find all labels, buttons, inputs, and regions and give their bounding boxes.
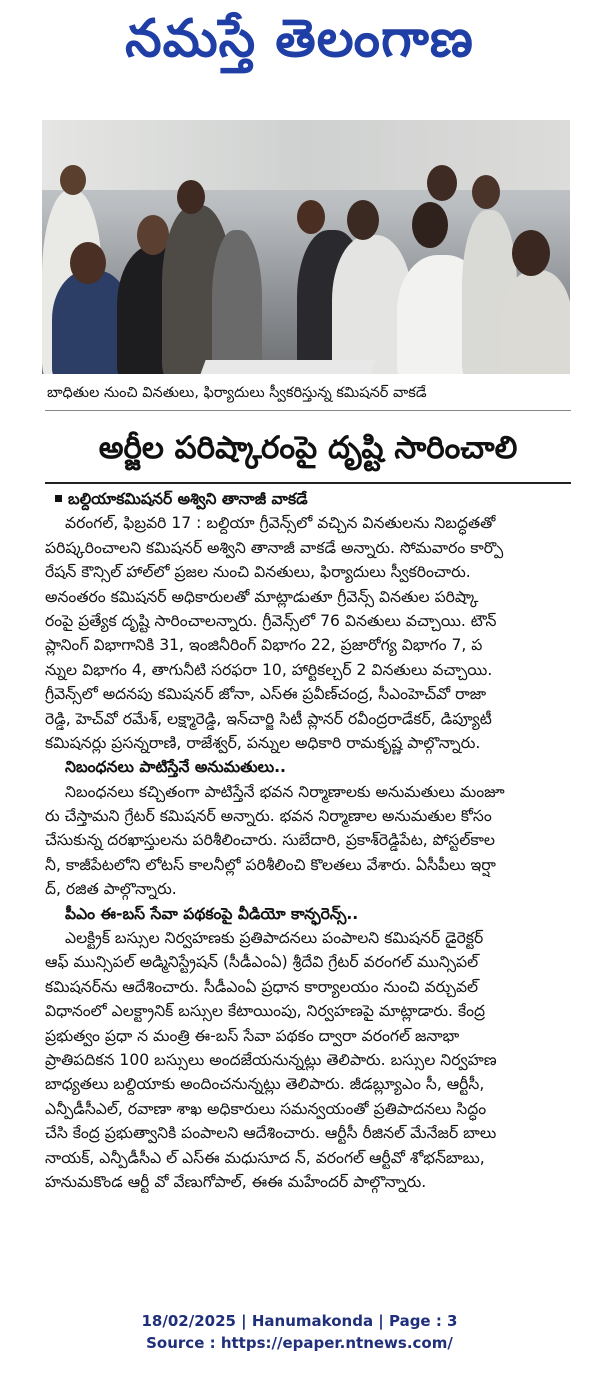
paragraph-line: నాయక్, ఎన్పీడీసీఎ ల్ ఎస్ఈ మధుసూద న్, వరంగల్ ఆర్టీవో శోభన్‌బాబు, [45, 1148, 485, 1167]
paragraph-line: ఎలక్ట్రిక్ బస్సుల నిర్వహణకు ప్రతిపాదనలు పంపాలని కమిషనర్ డైరెక్టర్ [65, 929, 484, 948]
subhead-text: బల్దియాకమిషనర్ అశ్విని తానాజీ వాకడే [68, 490, 308, 508]
news-photo [42, 120, 570, 374]
paragraph-line: వరంగల్, ఫిబ్రవరి 17 : బల్దియా గ్రీవెన్స్‌లో వచ్చిన వినతులను నిబద్ధతతో [65, 514, 496, 533]
paragraph-line: రు చేస్తామని గ్రేటర్ కమిషనర్ అన్నారు. భవన నిర్మాణాల అనుమతుల కోసం [45, 807, 492, 826]
paragraph-line: రెడ్డి, హెచ్‌వో రమేశ్, లక్ష్మారెడ్డి, ఇన్‌చార్జి సిటీ ప్లానర్ రవీంద్రరాడేకర్, డిప్యూటీ [45, 709, 492, 728]
footer-date-edition: 18/02/2025 | Hanumakonda | Page : 3 [141, 1312, 458, 1330]
paragraph-line: ప్రాతిపదికన 100 బస్సులు అందజేయనున్నట్లు తెలిపారు. బస్సుల నిర్వహణ [45, 1050, 497, 1069]
paragraph-line: నిబంధనలు కచ్చితంగా పాటిస్తేనే భవన నిర్మాణాలకు అనుమతులు మంజూ [65, 782, 505, 801]
paragraph-line: ద్, రజిత పాల్గొన్నారు. [45, 880, 177, 899]
headline-divider [45, 482, 571, 484]
paragraph-line: అనంతరం కమిషనర్ అధికారులతో మాట్లాడుతూ గ్రీవెన్స్ వినతుల పరిష్కా [45, 587, 479, 606]
paragraph-line: గ్రీవెన్స్‌లో అదనపు కమిషనర్ జోనా, ఎస్ఈ ప్రవీణ్‌చంద్ర, సీఎంహెచ్‌వో రాజా [45, 685, 487, 704]
paragraph-line: రేషన్ కౌన్సిల్ హాల్‌లో ప్రజల నుంచి వినతులు, ఫిర్యాదులు స్వీకరించారు. [45, 563, 471, 582]
paragraph-line: ప్లానింగ్ విభాగానికి 31, ఇంజినీరింగ్ విభాగం 22, ప్రజారోగ్య విభాగం 7, ప [45, 636, 483, 655]
paragraph-line: ఆఫ్ మున్సిపల్ అడ్మినిస్ట్రేషన్ (సీడీఎంఏ) శ్రీదేవి గ్రేటర్ వరంగల్ మున్సిపల్ [45, 953, 479, 972]
paragraph-line: ప్రభుత్వం ప్రధా న మంత్రి ఈ-బస్ సేవా పథకం ద్వారా వరంగల్ జనాభా [45, 1026, 460, 1045]
footer-source: Source : https://epaper.ntnews.com/ [146, 1334, 453, 1352]
paragraph-line: ఎన్పీడీసీఎల్, రవాణా శాఖ అధికారులు సమన్వయంతో ప్రతిపాదనలు సిద్ధం [45, 1099, 487, 1118]
paragraph-line: కమిషనర్‌ను ఆదేశించారు. సీడీఎంఏ ప్రధాన కార్యాలయం నుంచి వర్చువల్ [45, 977, 479, 996]
paragraph-line: పరిష్కరించాలని కమిషనర్ అశ్విని తానాజీ వాకడే అన్నారు. సోమవారం కార్పొ [45, 538, 504, 557]
masthead [0, 4, 599, 86]
paragraph-line: చేసి కేంద్ర ప్రభుత్వానికి పంపాలని ఆదేశించారు. ఆర్టీసీ రీజినల్ మేనేజర్ బాలు [45, 1124, 497, 1143]
photo-caption: బాధితుల నుంచి వినతులు, ఫిర్యాదులు స్వీకరిస్తున్న కమిషనర్ వాకడే [47, 385, 427, 401]
paragraph-line: బాధ్యతలు బల్దియాకు అందించనున్నట్లు తెలిపారు. జీడబ్ల్యూఎం సీ, ఆర్టీసీ, [45, 1075, 485, 1094]
headline: అర్జీల పరిష్కారంపై దృష్టి సారించాలి [98, 430, 518, 466]
masthead-title: నమస్తే తెలంగాణ [125, 8, 474, 69]
caption-divider [45, 410, 571, 411]
subhead-permissions: నిబంధనలు పాటిస్తేనే అనుమతులు.. [65, 758, 286, 777]
paragraph-line: హనుమకొండ ఆర్టీ వో వేణుగోపాల్, ఈఈ మహేందర్ పాల్గొన్నారు. [45, 1172, 427, 1191]
paragraph-line: రంపై ప్రత్యేక దృష్టి సారించాలన్నారు. గ్రీవెన్స్‌లో 76 వినతులు వచ్చాయి. టౌన్ [45, 611, 497, 630]
paragraph-line: చేసుకున్న దరఖాస్తులను పరిశీలించారు. సుబేదారి, ప్రకాశ్‌రెడ్డిపేట, పోస్టల్‌కాల [45, 831, 495, 850]
subhead-ebus: పీఎం ఈ-బస్ సేవా పథకంపై వీడియో కాన్ఫరెన్స్.. [65, 904, 359, 923]
paragraph-line: కమిషనర్లు ప్రసన్నరాణి, రాజేశ్వర్, పన్నుల అధికారి రామకృష్ణ పాల్గొన్నారు. [45, 733, 481, 752]
paragraph-line: విధానంలో ఎలక్ట్రానిక్ బస్సుల కేటాయింపు, నిర్వహణపై మాట్లాడారు. కేంద్ర [45, 1002, 485, 1021]
paragraph-line: న్నుల విభాగం 4, తాగునీటి సరఫరా 10, హార్టికల్చర్ 2 వినతులు వచ్చాయి. [45, 660, 493, 679]
article-body [45, 487, 575, 1194]
paragraph-line: నీ, కాజీపేటలోని లోటస్ కాలనీల్లో పరిశీలించి కొలతలు వేశారు. ఏసీపీలు ఇర్షా [45, 855, 496, 874]
bullet-icon [55, 495, 62, 502]
subhead [45, 487, 575, 511]
